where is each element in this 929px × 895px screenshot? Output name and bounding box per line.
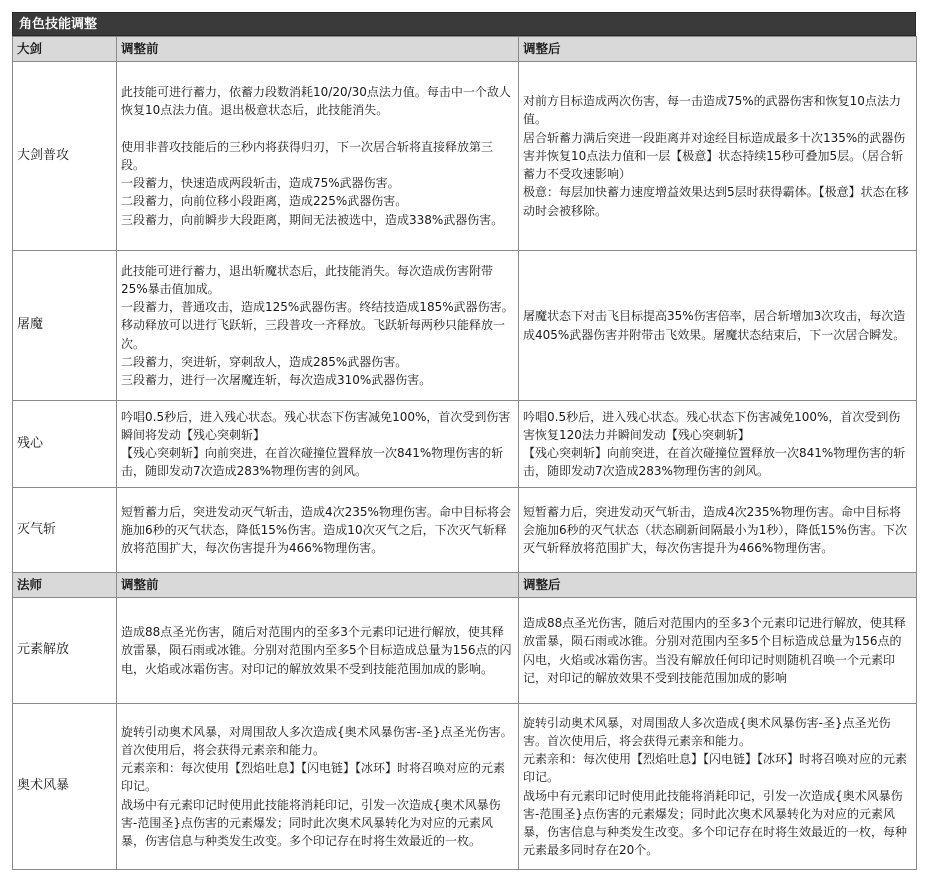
class-name: 大剑 <box>13 37 117 62</box>
before-header: 调整前 <box>117 573 519 598</box>
class-name: 法师 <box>13 573 117 598</box>
desc-line: 元素亲和：每次使用【烈焰吐息】【闪电链】【冰环】时将召唤对应的元素印记。 <box>121 761 506 794</box>
table-row <box>13 598 917 704</box>
skill-name: 大剑普攻 <box>13 62 117 251</box>
section-header-greatsword <box>13 37 917 62</box>
desc-line: 短暂蓄力后，突进发动灭气斩击，造成4次235%物理伤害。命中目标将会施加6秒的灭气状态，降低15%伤害。造成10次灭气之后，下次灭气斩释放将范围扩大，每次伤害提升为466%物理伤害。 <box>121 504 511 556</box>
skill-name: 残心 <box>13 401 117 488</box>
after-header: 调整后 <box>519 573 917 598</box>
before-description <box>117 251 519 401</box>
desc-line: 造成88点圣光伤害，随后对范围内的至多3个元素印记进行解放，使其释放雷暴，陨石雨或冰锥。分别对范围内至多5个目标造成总量为156点的闪电，火焰或冰霜伤害。对印记的解放效果不受到技能范围加成的影响。 <box>121 625 512 676</box>
after-description <box>519 704 917 870</box>
desc-line: 此技能可进行蓄力，退出斩魔状态后，此技能消失。每次造成伤害附带25%暴击值加成。 <box>121 263 494 296</box>
desc-line: 【残心突刺斩】向前突进，在首次碰撞位置释放一次841%物理伤害的斩击，随即发动7次造成283%物理伤害的剑风。 <box>121 446 504 479</box>
after-description <box>519 251 917 401</box>
desc-line: 二段蓄力，突进斩，穿刺敌人，造成285%武器伤害。 <box>121 354 408 369</box>
desc-line: 屠魔状态下对击飞目标提高35%伤害倍率，居合斩增加3次攻击，每次造成405%武器伤害并附带击飞效果。屠魔状态结束后，下一次居合瞬发。 <box>523 309 906 342</box>
after-description <box>519 62 917 251</box>
desc-line: 战场中有元素印记时使用此技能将消耗印记，引发一次造成{奥术风暴伤害-范围圣}点伤害的元素爆发；同时此次奥术风暴转化为对应的元素风暴，伤害信息与种类发生改变。多个印记存在时将生效最近的一枚。 <box>121 797 501 848</box>
after-description <box>519 598 917 704</box>
desc-line: 吟唱0.5秒后，进入残心状态。残心状态下伤害减免100%，首次受到伤害瞬间将发动【残心突刺斩】 <box>121 409 511 442</box>
desc-line: 短暂蓄力后，突进发动灭气斩击，造成4次235%物理伤害。命中目标将会施加6秒的灭气状态（状态刷新间隔最小为1秒），降低15%伤害。下次灭气斩释放将范围扩大，每次伤害提升为466%物理伤害。 <box>523 504 907 556</box>
before-description <box>117 401 519 488</box>
table-row <box>13 62 917 251</box>
desc-line: 吟唱0.5秒后，进入残心状态。残心状态下伤害减免100%，首次受到伤害恢复120法力并瞬间发动【残心突刺斩】 <box>523 409 901 442</box>
skill-name: 元素解放 <box>13 598 117 704</box>
skill-name: 奥术风暴 <box>13 704 117 870</box>
desc-line: 一段蓄力，普通攻击，造成125%武器伤害。终结技造成185%武器伤害。移动释放可以进行飞跃斩，三段普攻一齐释放。飞跃斩每两秒只能释放一次。 <box>121 300 514 351</box>
before-description <box>117 488 519 573</box>
desc-line: 【残心突刺斩】向前突进，在首次碰撞位置释放一次841%物理伤害的斩击，随即发动7次造成283%物理伤害的剑风。 <box>523 446 906 479</box>
desc-line: 三段蓄力，进行一次屠魔连斩，每次造成310%武器伤害。 <box>121 373 432 387</box>
desc-line: 二段蓄力，向前位移小段距离，造成225%武器伤害。 <box>121 194 408 209</box>
desc-line: 居合斩蓄力满后突进一段距离并对途经目标造成最多十次135%的武器伤害并恢复10点法力值和一层【极意】状态持续15秒可叠加5层。（居合斩蓄力不受攻速影响） <box>523 130 906 182</box>
desc-line: 此技能可进行蓄力，依蓄力段数消耗10/20/30点法力值。每击中一个敌人恢复10点法力值。退出极意状态后，此技能消失。 <box>121 85 511 118</box>
after-header: 调整后 <box>519 37 917 62</box>
table-row <box>13 251 917 401</box>
skill-name: 灭气斩 <box>13 488 117 573</box>
desc-line: 旋转引动奥术风暴，对周围敌人多次造成{奥术风暴伤害-圣}点圣光伤害。首次使用后，将会获得元素亲和能力。 <box>121 724 513 757</box>
table-row <box>13 488 917 573</box>
after-description <box>519 488 917 573</box>
desc-line: 元素亲和：每次使用【烈焰吐息】【闪电链】【冰环】时将召唤对应的元素印记。 <box>523 752 908 785</box>
desc-line: 极意：每层加快蓄力速度增益效果达到5层时获得霸体。【极意】状态在移动时会被移除。 <box>523 185 909 218</box>
desc-line: 使用非普攻技能后的三秒内将获得归刃，下一次居合斩将直接释放第三段。 <box>121 139 494 172</box>
desc-line: 造成88点圣光伤害，随后对范围内的至多3个元素印记进行解放，使其释放雷暴，陨石雨或冰锥。分别对范围内至多5个目标造成总量为156点的闪电，火焰或冰霜伤害。当没有解放任何印记时则随机召唤一个元素印记，对印记的解放效果不受到技能范围加成的影响 <box>523 616 906 685</box>
table-row <box>13 401 917 488</box>
skill-name: 屠魔 <box>13 251 117 401</box>
desc-line: 旋转引动奥术风暴，对周围敌人多次造成{奥术风暴伤害-圣}点圣光伤害。首次使用后，将会获得元素亲和能力。 <box>523 715 891 748</box>
before-header: 调整前 <box>117 37 519 62</box>
desc-line: 对前方目标造成两次伤害，每一击造成75%的武器伤害和恢复10点法力值。 <box>523 94 901 127</box>
table-title: 角色技能调整 <box>12 12 916 36</box>
after-description <box>519 401 917 488</box>
adjustment-table <box>12 36 917 870</box>
desc-line: 战场中有元素印记时使用此技能将消耗印记，引发一次造成{奥术风暴伤害-范围圣}点伤害的元素爆发；同时此次奥术风暴转化为对应的元素风暴，伤害信息与种类发生改变。多个印记存在时将生效最近的一枚，每种元素最多同时存在20个。 <box>523 788 908 858</box>
before-description <box>117 62 519 251</box>
before-description <box>117 598 519 704</box>
before-description <box>117 704 519 870</box>
skill-adjustment-table <box>12 12 916 870</box>
section-header-mage <box>13 573 917 598</box>
desc-line: 三段蓄力，向前瞬步大段距离，期间无法被选中，造成338%武器伤害。 <box>121 212 504 227</box>
desc-line: 一段蓄力，快速造成两段斩击，造成75%武器伤害。 <box>121 176 400 191</box>
table-row <box>13 704 917 870</box>
